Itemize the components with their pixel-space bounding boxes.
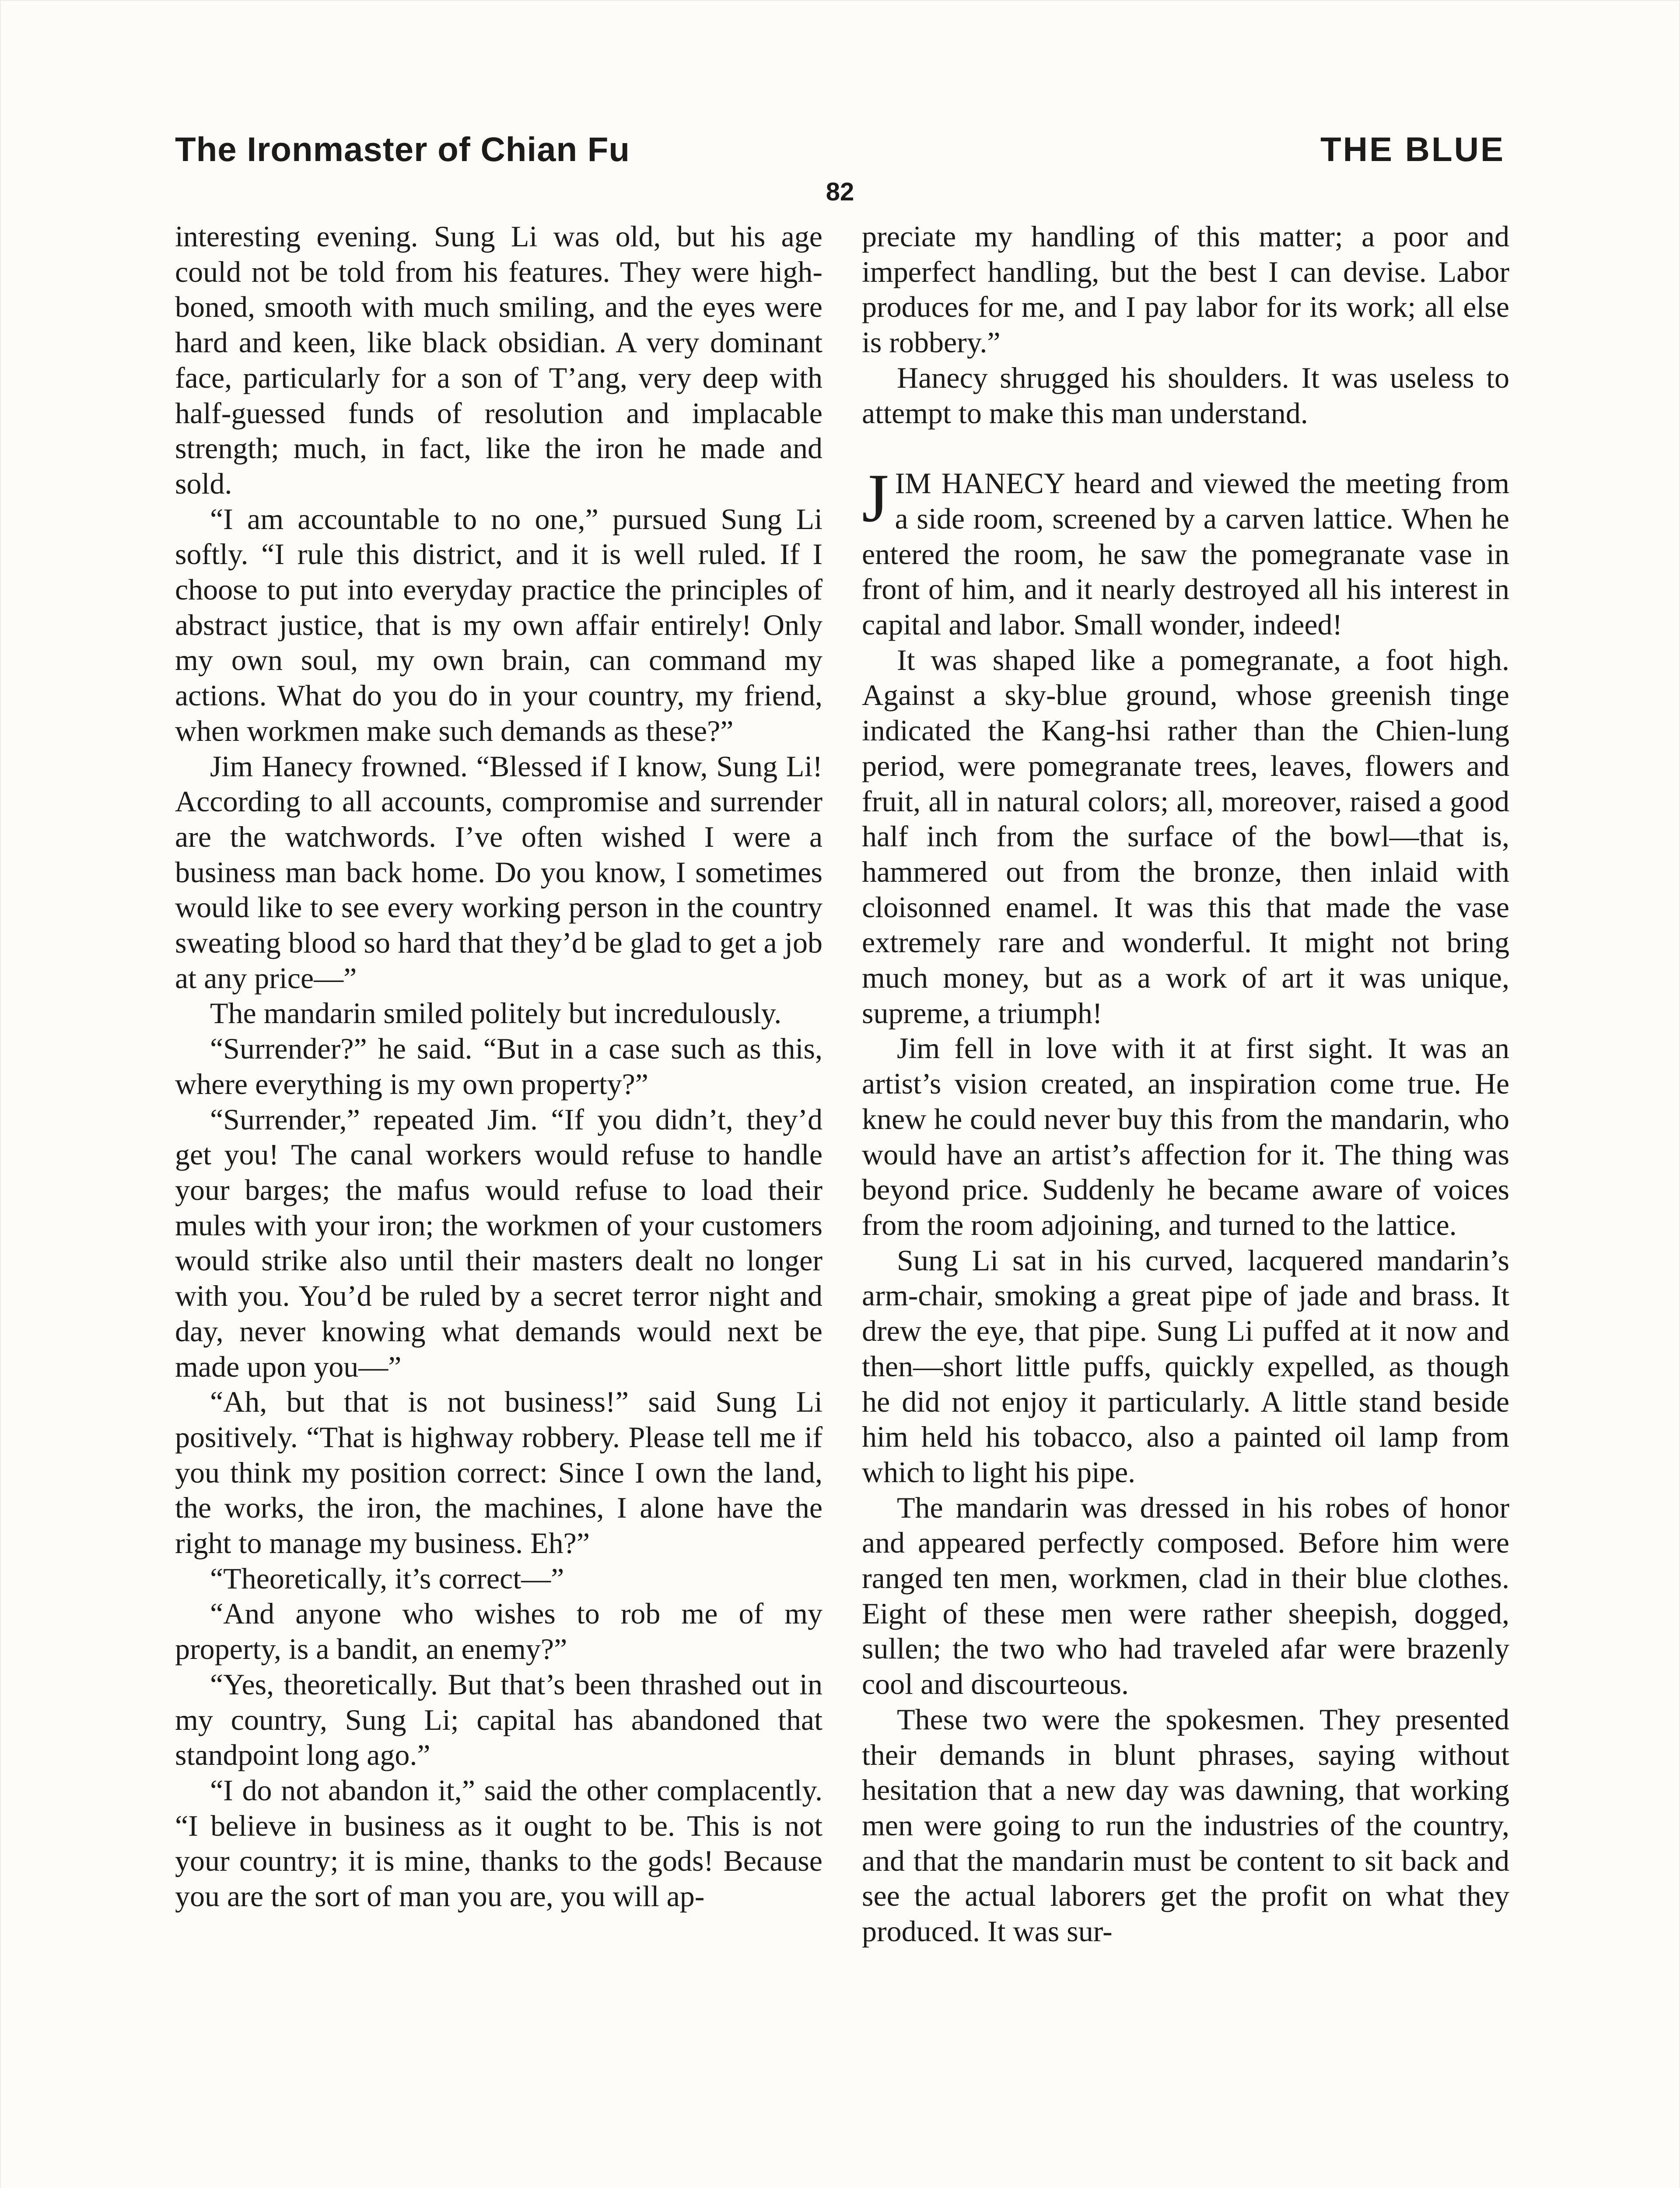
paragraph: The mandarin smiled politely but incredulously. xyxy=(210,996,782,1030)
paragraph: Sung Li sat in his curved, lacquered mandarin’s arm-chair, smoking a great pipe of jade and brass. It drew the eye, that pipe. Sung Li puffed at it now and then—short little puffs, quickly expelled, as though he did not enjoy it particularly. A little stand beside him held his tobacco, also a painted oil lamp from which to light his pipe. xyxy=(862,1243,1509,1489)
paragraph: Hanecy shrugged his shoulders. It was useless to attempt to make this man understand. xyxy=(862,361,1509,430)
paragraph: The mandarin was dressed in his robes of honor and appeared perfectly composed. Before him were ranged ten men, workmen, clad in their blue clothes. Eight of these men were rather sheepish, dogged, sullen; the two who had traveled afar were brazenly cool and discourteous. xyxy=(862,1490,1509,1701)
paragraph: “I am accountable to no one,” pursued Sung Li softly. “I rule this district, and it is well ruled. If I choose to put into everyday practice the principles of abstract justice, that is my own affair entirely! Only my own soul, my own brain, can command my actions. What do you do in your country, my friend, when workmen make such demands as these?” xyxy=(175,502,822,747)
paragraph: “Yes, theoretically. But that’s been thrashed out in my country, Sung Li; capital has abandoned that standpoint long ago.” xyxy=(175,1667,822,1772)
paragraph: Jim Hanecy frowned. “Blessed if I know, Sung Li! According to all accounts, compromise and surrender are the watchwords. I’ve often wished I were a business man back home. Do you know, I sometimes would like to see every working person in the country sweating blood so hard that they’d be glad to get a job at any price—” xyxy=(175,749,822,995)
paragraph: “Ah, but that is not business!” said Sung Li positively. “That is highway robbery. Please tell me if you think my position correct: Since I own the land, the works, the iron, the machines, I alone have the right to manage my business. Eh?” xyxy=(175,1385,822,1560)
paragraph: “I do not abandon it,” said the other complacently. “I believe in business as it ought to be. This is not your country; it is mine, thanks to the gods! Because you are the sort of man you are, you will ap- xyxy=(175,1773,822,1913)
paragraph: It was shaped like a pomegranate, a foot high. Against a sky-blue ground, whose greenish tinge indicated the Kang-hsi rather than the Chien-lung period, were pomegranate trees, leaves, flowers and fruit, all in natural colors; all, moreover, raised a good half inch from the surface of the bowl—that is, hammered out from the bronze, then inlaid with cloisonned enamel. It was this that made the vase extremely rare and wonderful. It might not bring much money, but as a work of art it was unique, supreme, a triumph! xyxy=(862,643,1509,1030)
page-number: 82 xyxy=(826,178,854,206)
paragraph: “Surrender,” repeated Jim. “If you didn’t, they’d get you! The canal workers would refuse to handle your barges; the mafus would refuse to load their mules with your iron; the workmen of your customers would strike also until their masters dealt no longer with you. You’d be ruled by a secret terror night and day, never knowing what demands would next be made upon you—” xyxy=(175,1102,822,1383)
paragraph: Jim fell in love with it at first sight. It was an artist’s vision created, an inspiration come true. He knew he could never buy this from the mandarin, who would have an artist’s affection for it. The thing was beyond price. Suddenly he became aware of voices from the room adjoining, and turned to the lattice. xyxy=(862,1031,1509,1241)
story-title: The Ironmaster of Chian Fu xyxy=(175,130,630,168)
right-column xyxy=(862,219,1509,1949)
section-opening-paragraph xyxy=(862,460,1509,642)
paragraph: preciate my handling of this matter; a poor and imperfect handling, but the best I can devise. Labor produces for me, and I pay labor for its work; all else is robbery.” xyxy=(862,220,1509,359)
drop-cap: J xyxy=(862,460,889,537)
paragraph: These two were the spokesmen. They presented their demands in blunt phrases, saying without hesitation that a new day was dawning, that working men were going to run the industries of the country, and that the mandarin must be content to sit back and see the actual laborers get the profit on what they produced. It was sur- xyxy=(862,1702,1509,1948)
left-column xyxy=(175,219,822,1914)
paragraph: interesting evening. Sung Li was old, but his age could not be told from his features. They were high-boned, smooth with much smiling, and the eyes were hard and keen, like black obsidian. A very dominant face, particularly for a son of T’ang, very deep with half-guessed funds of resolution and implacable strength; much, in fact, like the iron he made and sold. xyxy=(175,220,822,500)
paragraph: “Surrender?” he said. “But in a case such as this, where everything is my own property?” xyxy=(175,1032,822,1101)
paragraph: “And anyone who wishes to rob me of my property, is a bandit, an enemy?” xyxy=(175,1597,822,1666)
running-header xyxy=(175,130,1505,182)
paragraph-body: IM HANECY heard and viewed the meeting from a side room, screened by a carven lattice. When he entered the room, he saw the pomegranate vase in front of him, and it nearly destroyed all his interest in capital and labor. Small wonder, indeed! xyxy=(862,466,1509,642)
paragraph: “Theoretically, it’s correct—” xyxy=(210,1561,564,1595)
magazine-name: THE BLUE xyxy=(1320,130,1505,168)
